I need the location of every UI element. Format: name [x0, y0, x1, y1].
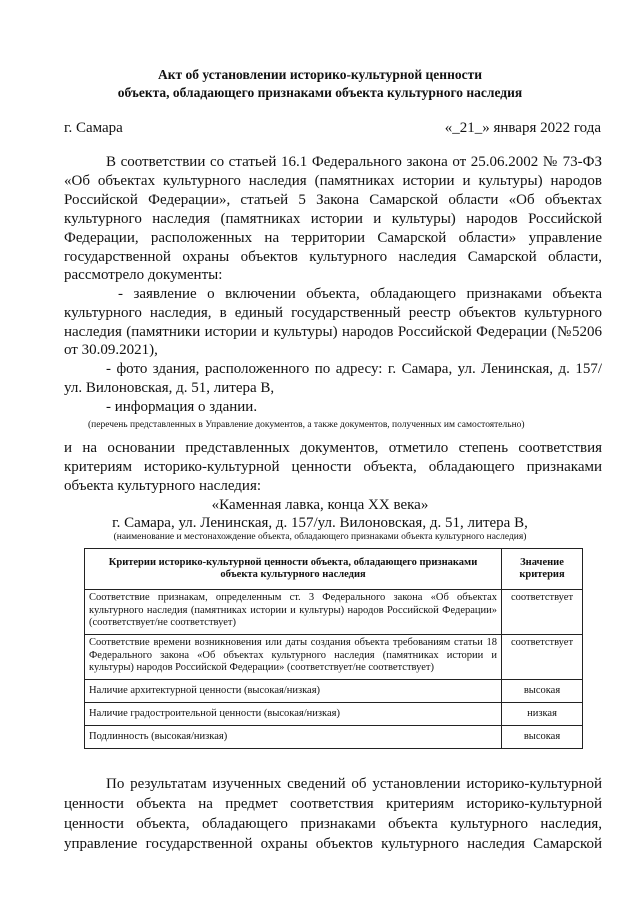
basis-line: объекта культурного наследия:	[64, 478, 262, 494]
criterion-cell: Подлинность (высокая/низкая)	[85, 726, 502, 749]
documents-line: ул. Вилоновская, д. 51, литера В,	[64, 380, 275, 396]
city: г. Самара	[64, 120, 123, 136]
object-note: (наименование и местонахождение объекта, обладающего признаками объекта культурного наследия)	[113, 532, 527, 542]
conclusion-line: По результатам изученных сведений об установлении историко-культурной	[106, 776, 602, 792]
object-address: г. Самара, ул. Ленинская, д. 157/ул. Вилоновская, д. 51, литера В,	[112, 515, 528, 531]
documents-line: - заявление о включении объекта, обладающего признаками объекта	[118, 286, 602, 302]
table-header-row	[85, 549, 583, 590]
value-cell: соответствует	[502, 590, 583, 635]
value-cell: высокая	[502, 680, 583, 703]
criterion-cell: Наличие градостроительной ценности (высокая/низкая)	[85, 703, 502, 726]
documents-line: - фото здания, расположенного по адресу: г. Самара, ул. Ленинская, д. 157/	[106, 361, 602, 377]
criteria-column-header: Критерии историко-культурной ценности объекта, обладающего признаками объекта культурного наследия	[85, 549, 502, 590]
document-date: «_21_» января 2022 года	[444, 120, 601, 136]
conclusion-line: ценности объекта на предмет соответствия критериям историко-культурной	[64, 796, 602, 812]
table-row	[85, 590, 583, 635]
value-column-header: Значение критерия	[502, 549, 583, 590]
table-row	[85, 703, 583, 726]
intro-line: Федерации, расположенных на территории Самарской области» управление	[64, 230, 602, 246]
conclusion-line: ценности объекта, обладающего признаками объекта культурного наследия,	[64, 816, 602, 832]
basis-line: и на основании представленных документов, отметило степень соответствия	[64, 440, 602, 456]
documents-line: от 30.09.2021),	[64, 342, 158, 358]
intro-line: государственной охраны объектов культурного наследия Самарской области,	[64, 249, 602, 265]
intro-line: В соответствии со статьей 16.1 Федерального закона от 25.06.2002 № 73-ФЗ	[106, 154, 602, 170]
table-row	[85, 680, 583, 703]
criterion-cell: Соответствие признакам, определенным ст. 3 Федерального закона «Об объектах культурного наследия (памятниках истории и культуры) народов Российской Федерации» (соответствует/не соответствует)	[85, 590, 502, 635]
criterion-cell: Соответствие времени возникновения или даты создания объекта требованиям статьи 18 Федерального закона «Об объектах культурного наследия (памятниках истории и культуры) народов Российской Федерации» (соответствует/не соответствует)	[85, 635, 502, 680]
document-title-line-1: Акт об установлении историко-культурной ценности	[157, 67, 483, 82]
value-cell: низкая	[502, 703, 583, 726]
documents-note: (перечень представленных в Управление документов, а также документов, полученных им самостоятельно)	[88, 420, 525, 430]
documents-line: наследия (памятники истории и культуры) народов Российской Федерации (№5206	[64, 324, 602, 340]
intro-line: «Об объектах культурного наследия (памятниках истории и культуры) народов	[64, 173, 602, 189]
object-name: «Каменная лавка, конца XX века»	[211, 497, 429, 513]
document-title-line-2: объекта, обладающего признаками объекта культурного наследия	[117, 85, 523, 100]
conclusion-line: управление государственной охраны объектов культурного наследия Самарской	[64, 836, 602, 852]
table-row	[85, 726, 583, 749]
intro-line: Российской Федерации», статьей 5 Закона Самарской области «Об объектах	[64, 192, 602, 208]
value-cell: соответствует	[502, 635, 583, 680]
documents-line: культурного наследия, в единый государственный реестр объектов культурного	[64, 305, 602, 321]
intro-line: рассмотрело документы:	[64, 267, 223, 283]
criterion-cell: Наличие архитектурной ценности (высокая/низкая)	[85, 680, 502, 703]
documents-line: - информация о здании.	[106, 399, 258, 415]
basis-line: критериям историко-культурной ценности объекта, обладающего признаками	[64, 459, 602, 475]
value-cell: высокая	[502, 726, 583, 749]
intro-line: культурного наследия (памятниках истории и культуры) народов Российской	[64, 211, 602, 227]
criteria-table	[84, 548, 583, 749]
table-row	[85, 635, 583, 680]
